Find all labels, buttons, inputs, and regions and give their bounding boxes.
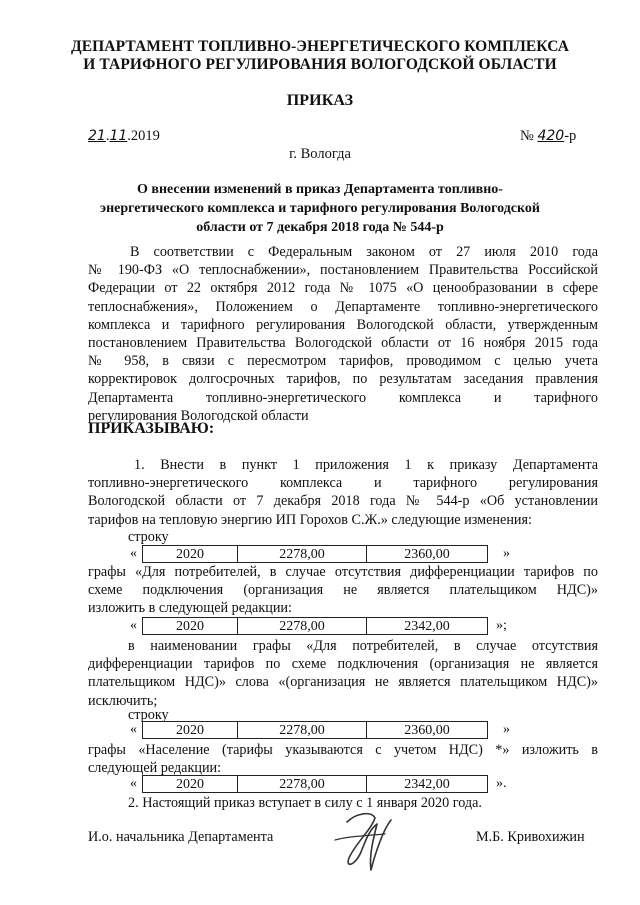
cell-year: 2020 — [142, 775, 238, 793]
quote-close: » — [503, 722, 510, 737]
department-name-line-1: ДЕПАРТАМЕНТ ТОПЛИВНО-ЭНЕРГЕТИЧЕСКОГО КОМПЛЕКСА — [70, 38, 570, 55]
text-b — [88, 637, 598, 710]
text-c-line: графы «Население (тарифы указываются с учетом НДС) *» изложить в — [88, 742, 598, 758]
item-1-line: Вологодской области от 7 декабря 2018 года № 544-р «Об установлении — [88, 493, 598, 510]
cell-value-2: 2360,00 — [366, 545, 488, 563]
item-1-line: тарифов на тепловую энергию ИП Горохов С.Ж.» следующие изменения: — [88, 511, 532, 528]
preamble-line: комплекса и тарифного регулирования Вологодской области, утвержденным — [88, 316, 598, 333]
document-number — [520, 128, 576, 145]
cell-value-1: 2278,00 — [237, 721, 367, 739]
text-b-line: исключить; — [88, 692, 158, 709]
quote-close: »; — [496, 618, 507, 633]
cell-value-1: 2278,00 — [237, 617, 367, 635]
document-date — [88, 128, 160, 145]
preamble-line: № 958, в связи с пересмотром тарифов, проводимом с целью учета — [88, 353, 598, 370]
preamble-line: № 190-ФЗ «О теплоснабжении», постановлением Правительства Российской — [88, 262, 598, 279]
city: г. Вологда — [289, 146, 351, 162]
text-b-line: дифференциации тарифов по схеме подключения (организация не является — [88, 656, 598, 673]
document-title — [80, 180, 560, 237]
quote-close: » — [503, 546, 510, 561]
date-year: .2019 — [127, 128, 160, 144]
quote-open: « — [130, 776, 137, 791]
tariff-row-3 — [0, 721, 640, 739]
text-a-line: графы «Для потребителей, в случае отсутствия дифференциации тарифов по — [88, 564, 598, 580]
signatory-name: М.Б. Кривохижин — [476, 829, 585, 845]
tariff-row-2 — [0, 617, 640, 635]
preamble-paragraph — [88, 243, 598, 425]
quote-open: « — [130, 618, 137, 633]
date-day: 21 — [88, 128, 106, 144]
document-type: ПРИКАЗ — [286, 92, 354, 109]
preamble-line: регулирования Вологодской области — [88, 407, 309, 424]
preamble-line: постановлением Правительства Вологодской области от 16 ноября 2015 года — [88, 335, 598, 352]
quote-close: ». — [496, 776, 507, 791]
date-month: 11 — [109, 128, 128, 144]
text-b-line: в наименовании графы «Для потребителей, в случае отсутствия — [128, 638, 598, 654]
number-prefix: № — [520, 128, 534, 144]
text-c — [88, 741, 598, 777]
item-2: 2. Настоящий приказ вступает в силу с 1 января 2020 года. — [128, 795, 482, 811]
quote-open: « — [130, 722, 137, 737]
title-line-1: О внесении изменений в приказ Департамента топливно- — [137, 182, 503, 197]
stroku-label-2: строку — [128, 707, 169, 723]
number-value: 420 — [537, 128, 565, 144]
title-line-2: энергетического комплекса и тарифного регулирования Вологодской — [100, 201, 540, 216]
cell-value-1: 2278,00 — [237, 775, 367, 793]
item-1-line: 1. Внести в пункт 1 приложения 1 к приказу Департамента — [134, 457, 598, 473]
department-name-line-2: И ТАРИФНОГО РЕГУЛИРОВАНИЯ ВОЛОГОДСКОЙ ОБЛАСТИ — [83, 56, 557, 73]
handwritten-signature — [325, 800, 415, 880]
preamble-line: корректировок долгосрочных тарифов, по результатам заседания правления — [88, 371, 598, 388]
item-1-line: топливно-энергетического комплекса и тарифного регулирования — [88, 475, 598, 492]
tariff-row-1 — [0, 545, 640, 563]
signatory-position: И.о. начальника Департамента — [88, 829, 274, 845]
stroku-label-1: строку — [128, 529, 169, 545]
quote-open: « — [130, 546, 137, 561]
tariff-row-4 — [0, 775, 640, 793]
cell-year: 2020 — [142, 721, 238, 739]
order-word: ПРИКАЗЫВАЮ: — [88, 420, 215, 437]
preamble-line: Департамента топливно-энергетического комплекса и тарифного — [88, 389, 598, 406]
date-dot: . — [105, 128, 110, 144]
cell-value-2: 2342,00 — [366, 775, 488, 793]
cell-value-2: 2360,00 — [366, 721, 488, 739]
text-c-line: следующей редакции: — [88, 760, 222, 777]
preamble-line: теплоснабжения», Положением о Департаменте топливно-энергетического — [88, 298, 598, 315]
cell-value-2: 2342,00 — [366, 617, 488, 635]
cell-year: 2020 — [142, 617, 238, 635]
preamble-line: Федерации от 22 октября 2012 года № 1075 «О ценообразовании в сфере — [88, 280, 598, 297]
preamble-line: В соответствии с Федеральным законом от 27 июля 2010 года — [130, 244, 598, 260]
text-a — [88, 563, 598, 618]
text-b-line: плательщиком НДС)» слова «(организация не является плательщиком НДС)» — [88, 674, 598, 691]
cell-year: 2020 — [142, 545, 238, 563]
item-1-paragraph — [88, 456, 598, 529]
cell-value-1: 2278,00 — [237, 545, 367, 563]
text-a-line: схеме подключения (организация не является плательщиком НДС)» — [88, 582, 598, 599]
title-line-3: области от 7 декабря 2018 года № 544-р — [196, 220, 444, 235]
text-a-line: изложить в следующей редакции: — [88, 600, 292, 617]
number-suffix: -р — [564, 128, 577, 144]
